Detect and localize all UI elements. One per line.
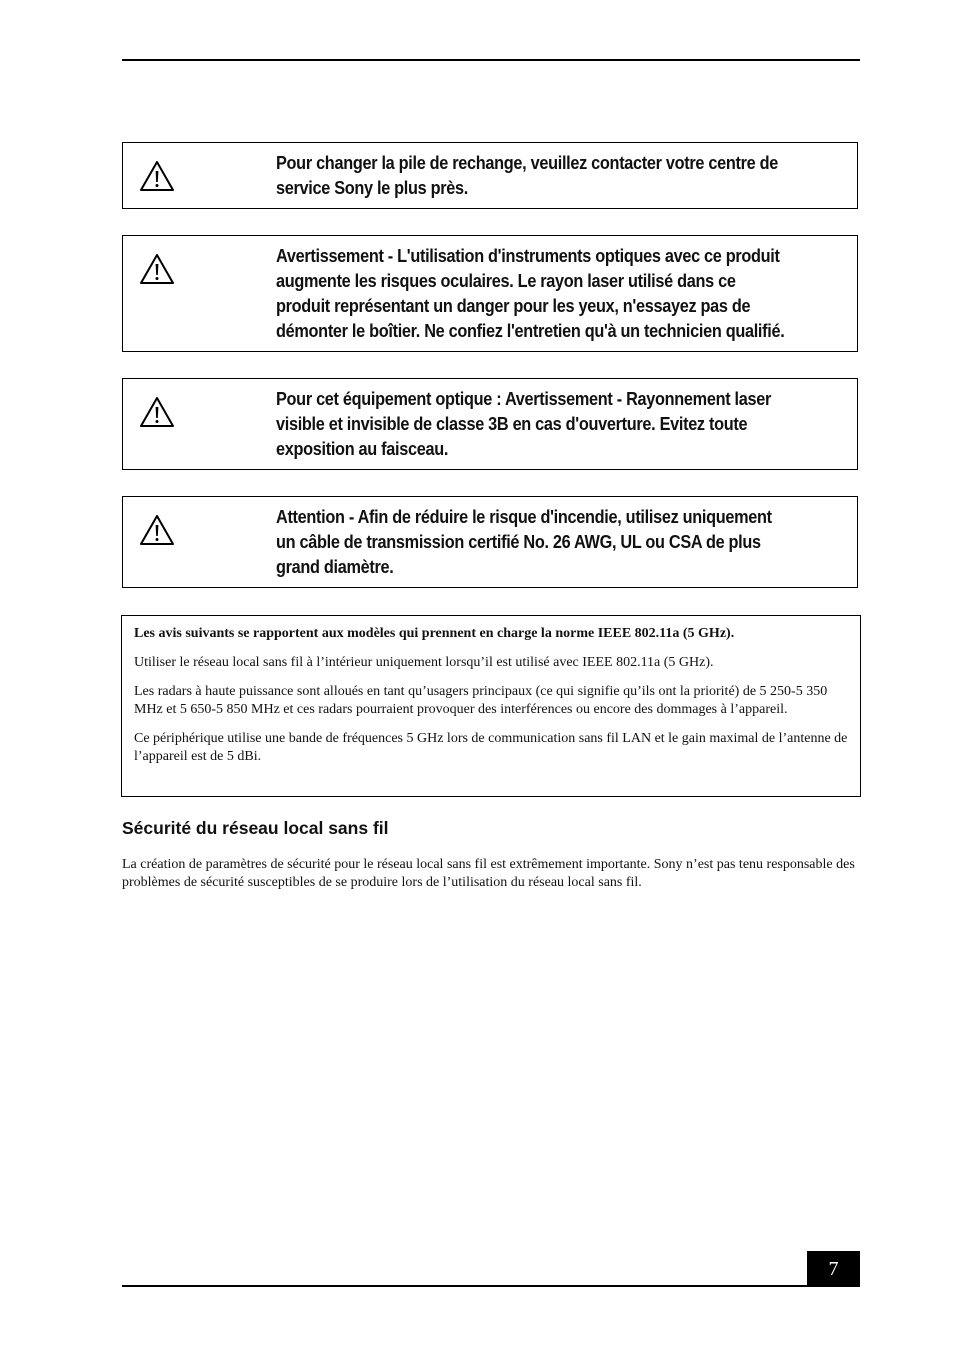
warning-text <box>276 386 857 461</box>
header-rule <box>122 59 860 61</box>
warning-triangle-icon <box>139 160 175 192</box>
notice-box-ieee-80211a <box>121 615 861 797</box>
warning-text <box>276 504 857 579</box>
footer-rule <box>122 1285 808 1287</box>
notice-paragraph: Ce périphérique utilise une bande de fréquences 5 GHz lors de communication sans fil LAN et le gain maximal de l’antenne de l’appareil est de 5 dBi. <box>134 731 848 764</box>
page-number: 7 <box>807 1251 860 1287</box>
warning-triangle-icon <box>139 253 175 285</box>
notice-heading: Les avis suivants se rapportent aux modèles qui prennent en charge la norme IEEE 802.11a (5 GHz). <box>134 626 735 641</box>
notice-paragraph: Les radars à haute puissance sont alloués en tant qu’usagers principaux (ce qui signifie qu’ils ont la priorité) de 5 250-5 350 MHz et 5 650-5 850 MHz et ces radars pourraient provoquer des interférences ou encore des dommages à l’appareil. <box>134 684 828 717</box>
warning-triangle-icon <box>139 396 175 428</box>
warning-line: démonter le boîtier. Ne confiez l'entretien qu'à un technicien qualifié. <box>276 320 785 341</box>
notice-paragraph: Utiliser le réseau local sans fil à l’intérieur uniquement lorsqu’il est utilisé avec IEEE 802.11a (5 GHz). <box>134 655 714 670</box>
warning-line: grand diamètre. <box>276 556 394 577</box>
warning-box-battery <box>122 142 858 209</box>
warning-box-laser-radiation <box>122 378 858 470</box>
warning-line: Avertissement - L'utilisation d'instruments optiques avec ce produit <box>276 245 780 266</box>
section-heading: Sécurité du réseau local sans fil <box>122 818 389 838</box>
warning-line: augmente les risques oculaires. Le rayon laser utilisé dans ce <box>276 270 736 291</box>
warning-line: visible et invisible de classe 3B en cas d'ouverture. Evitez toute <box>276 413 748 434</box>
warning-line: service Sony le plus près. <box>276 177 468 198</box>
warning-line: exposition au faisceau. <box>276 438 449 459</box>
warning-line: Attention - Afin de réduire le risque d'incendie, utilisez uniquement <box>276 506 772 527</box>
warning-triangle-icon <box>139 514 175 546</box>
section-body: La création de paramètres de sécurité pour le réseau local sans fil est extrêmement importante. Sony n’est pas tenu responsable des problèmes de sécurité susceptibles de se produire lors de l’utilisation du réseau local sans fil. <box>122 857 855 890</box>
warning-box-fire-risk <box>122 496 858 588</box>
warning-line: Pour cet équipement optique : Avertissement - Rayonnement laser <box>276 388 772 409</box>
warning-line: un câble de transmission certifié No. 26 AWG, UL ou CSA de plus <box>276 531 761 552</box>
warning-text <box>276 243 857 343</box>
warning-box-laser-optics <box>122 235 858 352</box>
warning-text <box>276 150 857 200</box>
warning-line: produit représentant un danger pour les yeux, n'essayez pas de <box>276 295 751 316</box>
warning-line: Pour changer la pile de rechange, veuillez contacter votre centre de <box>276 152 779 173</box>
